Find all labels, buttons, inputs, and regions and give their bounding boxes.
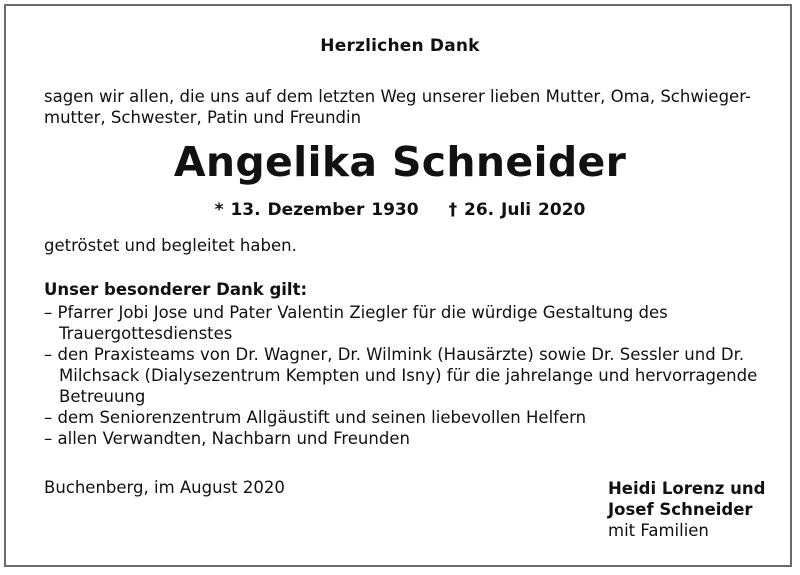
thanks-item: – den Praxisteams von Dr. Wagner, Dr. Wilmink (Hausärzte) sowie Dr. Sessler und Dr. Milchsack (Dialysezentrum Kempten und Isny) für die jahrelange und hervorragende Betreuung xyxy=(44,345,758,406)
birth-date: * 13. Dezember 1930 xyxy=(214,200,419,220)
special-thanks-list xyxy=(44,302,764,449)
deceased-name: Angelika Schneider xyxy=(173,138,627,186)
thanks-item: – Pfarrer Jobi Jose und Pater Valentin Ziegler für die würdige Gestaltung des Trauergottesdienstes xyxy=(44,303,668,343)
death-date: † 26. Juli 2020 xyxy=(448,200,586,220)
consoled-text: getröstet und begleitet haben. xyxy=(44,236,297,255)
notice-heading: Herzlichen Dank xyxy=(320,36,480,56)
intro-text xyxy=(44,86,764,128)
signer-suffix: mit Familien xyxy=(608,521,709,540)
life-dates xyxy=(0,200,800,220)
signer-1: Heidi Lorenz und xyxy=(608,479,766,498)
intro-line-2: mutter, Schwester, Patin und Freundin xyxy=(44,108,362,127)
signer-2: Josef Schneider xyxy=(608,500,753,519)
special-thanks-heading: Unser besonderer Dank gilt: xyxy=(44,280,308,299)
signatories xyxy=(608,478,765,541)
intro-line-1: sagen wir allen, die uns auf dem letzten Weg unserer lieben Mutter, Oma, Schwieger- xyxy=(44,87,751,106)
place-and-date: Buchenberg, im August 2020 xyxy=(44,478,285,497)
thanks-item: – dem Seniorenzentrum Allgäustift und seinen liebevollen Helfern xyxy=(44,408,587,427)
thanks-item: – allen Verwandten, Nachbarn und Freunden xyxy=(44,429,410,448)
